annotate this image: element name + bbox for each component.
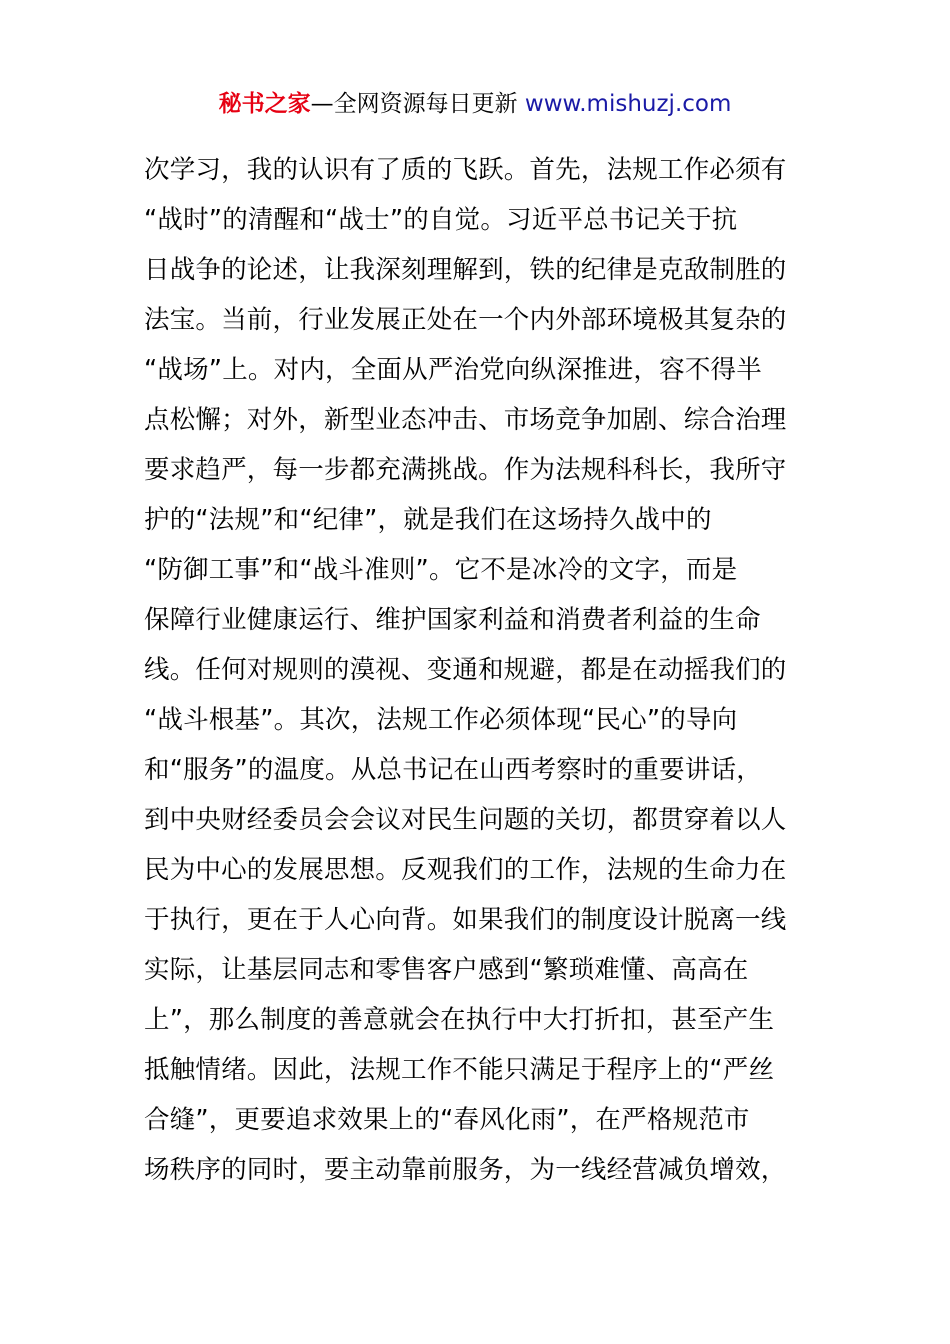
brand-name: 秘书之家 [218, 91, 311, 117]
text-line: “防御工事”和“战斗准则”。它不是冰冷的文字，而是 [144, 555, 738, 585]
text-line: 护的“法规”和“纪律”，就是我们在这场持久战中的 [144, 505, 712, 535]
text-line: 到中央财经委员会会议对民生问题的关切，都贯穿着以人 [144, 805, 787, 835]
page-header [0, 88, 950, 120]
text-line: 法宝。当前，行业发展正处在一个内外部环境极其复杂的 [144, 305, 787, 335]
text-line: 于执行，更在于人心向背。如果我们的制度设计脱离一线 [144, 905, 787, 935]
text-line: 民为中心的发展思想。反观我们的工作，法规的生命力在 [144, 855, 787, 885]
text-line: 次学习，我的认识有了质的飞跃。首先，法规工作必须有 [144, 155, 787, 185]
text-line: 保障行业健康运行、维护国家利益和消费者利益的生命 [144, 605, 761, 635]
body-paragraph [144, 145, 808, 1195]
text-line: 线。任何对规则的漠视、变通和规避，都是在动摇我们的 [144, 655, 787, 685]
text-line: 场秩序的同时，要主动靠前服务，为一线经营减负增效， [144, 1155, 787, 1185]
text-line: “战场”上。对内，全面从严治党向纵深推进，容不得半 [144, 355, 762, 385]
text-line: “战时”的清醒和“战士”的自觉。习近平总书记关于抗 [144, 205, 738, 235]
text-line: 合缝”，更要追求效果上的“春风化雨”，在严格规范市 [144, 1105, 750, 1135]
text-line: 要求趋严，每一步都充满挑战。作为法规科科长，我所守 [144, 455, 787, 485]
text-line: 实际，让基层同志和零售客户感到“繁琐难懂、高高在 [144, 955, 749, 985]
text-line: 上”，那么制度的善意就会在执行中大打折扣，甚至产生 [144, 1005, 775, 1035]
text-line: 点松懈；对外，新型业态冲击、市场竞争加剧、综合治理 [144, 405, 787, 435]
website-link[interactable]: www.mishuzj.com [524, 91, 732, 117]
header-slogan: —全网资源每日更新 [310, 91, 525, 117]
text-line: 和“服务”的温度。从总书记在山西考察时的重要讲话， [144, 755, 762, 785]
text-line: “战斗根基”。其次，法规工作必须体现“民心”的导向 [144, 705, 738, 735]
text-line: 日战争的论述，让我深刻理解到，铁的纪律是克敌制胜的 [144, 255, 787, 285]
text-line: 抵触情绪。因此，法规工作不能只满足于程序上的“严丝 [144, 1055, 775, 1085]
